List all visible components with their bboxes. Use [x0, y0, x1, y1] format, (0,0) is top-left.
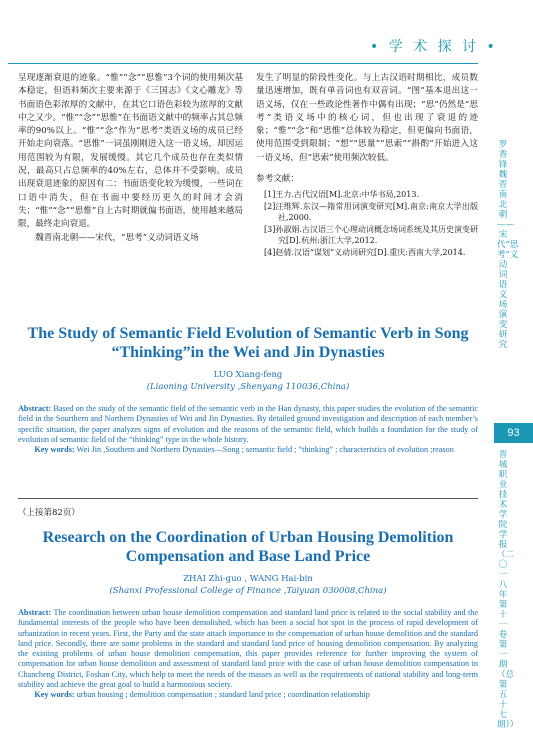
keywords-text: urban housing ; demolition compensation ; standard land price ; coordination relationship [76, 690, 370, 700]
article1-author: LUO Xiang-feng [213, 370, 283, 380]
left-column-text: 呈现逐渐衰退的迹象。“惟”“念”“思惟”3个词的使用频次基本稳定，但语料频次主要来源于《三国志》《文心雕龙》等书面语色彩浓厚的文献中，在其它口语色彩较为浓厚的文献中之又少。“惟”“念”“思惟”在书面语文献中的频率占其总频率的90%以上。“惟”“念”作为“思考”类语义场的成员已经开始走向衰落。“思惟”一词虽刚刚进入这一语义场，却因运用范围较为有限，发展缓慢。其它几个成员也存在类似情况，最高只占总频率的40%左右，总体并不受影响。成员出现衰退迹象的原因有二：书面语变化较为缓慢，一些词在口语中消失，但在书面中要经历更久的时间才会消失；“惟”“念”“思惟”自上古时期就偏书面语，使用越来越局限，最终走向衰退。 [18, 73, 243, 230]
left-column-signature: 魏晋南北朝——宋代，“思考”义动词语义场 [35, 232, 199, 243]
article1-english-title: The Study of Semantic Field Evolution of Semantic Verb in Song “Thinking”in the Wei and Jin Dynasties [27, 325, 469, 361]
article-divider [18, 498, 478, 499]
reference-item: [1]王力.古代汉语[M].北京:中华书局,2013. [264, 190, 419, 200]
article2-affiliation: (Shanxi Professional College of Finance ,Taiyuan 030008,China) [109, 586, 387, 596]
abstract-text: The coordination between urban house demolition compensation and standard land price is related to the social stability and the fundamental interests of the people who have been demolished, which has been a social hot spot in the process of rapid development of urbanization in recent years. First, the Party and the state attach importance to the compensation of urban house demolition and the standard land price. Secondly, there are some problems in the standard and standard land price of housing demolition compensation. By analyzing the existing problems of urban house demolition compensation, this paper provides reference for further improving the system of compensation for urban house demolition and assessment of standard land price with the case of urban house demolition compensation in Chancheng District, Foshan City, which help to meet the needs of the masses as well as the requirements of national stability and long-term stability and achieve the great goal to build a harmonious society. [18, 608, 478, 690]
article2-author: ZHAI Zhi-guo , WANG Hai-bin [183, 574, 313, 584]
references-list [256, 189, 478, 258]
keywords-text: Wei Jin ,Southern and Northern Dynasties—Song ; semantic field ; “thinking” ; characteristics of evolution ;reason [76, 445, 454, 455]
header-rule [8, 63, 478, 64]
right-column-text: 发生了明显的阶段性变化。与上古汉语时期相比，成员数量迅速增加，既有单音词也有双音词。“图”基本退出这一语义场，仅在一些政论性著作中偶有出现；“思”仍然是“思考”类语义场中的核心词，但也出现了衰退的迹象；“惟”“念”和“思惟”总体较为稳定，但更偏向书面语，使用范围受到限制；“想”“思量”“思索”“斟酌”开始进入这一语义场，但“思索”使用频次较低。 [256, 73, 478, 163]
reference-item: [4]赵倩.汉语“谋划”义动词研究[D].重庆:西南大学,2014. [264, 247, 466, 257]
keywords-label: Key words: [34, 445, 75, 455]
sidebar-lower-text: 晋城职业技术学院学报（二〇一八年第十一卷第一期（总第五十七期）） [497, 450, 519, 730]
sidebar-upper-text: 罗香锋 魏晋南北朝——宋代“思考”义动词语义场演变研究 [497, 140, 519, 350]
page-number: 93 [494, 423, 533, 443]
header-section-title: • 学 术 探 讨 • [370, 39, 498, 55]
abstract-text: Based on the study of the semantic field of the semantic verb in the Han dynasty, this paper studies the evolution of the semantic field in the Sourthern and Northern Dynasties of Wei and Jin Dynasties. By detailed ground investigation and description of each member’s specific situation, the paper analyzes signs of evolution and the reasons of the semantic field, which builds a foundation for the study of evolution of semantic field of the “thinking” type in the whole history. [18, 404, 478, 444]
reference-item: [2]汪维辉.东汉—隋常用词演变研究[M].南京:南京大学出版社,2000. [264, 201, 478, 223]
keywords-block [18, 445, 478, 455]
abstract-block [18, 608, 478, 690]
continued-note: （上接第82页） [18, 508, 80, 518]
keywords-label: Key words: [34, 690, 75, 700]
abstract-label: Abstract: [18, 404, 52, 413]
article1-affiliation: (Liaoning University ,Shenyang 110036,China) [146, 382, 350, 392]
references-title: 参考文献： [256, 174, 299, 185]
left-column [18, 72, 243, 245]
reference-item: [3]孙淑娟.古汉语三个心理动词概念场词系统及其历史演变研究[D].杭州:浙江大学,2012. [264, 224, 478, 246]
abstract-block [18, 404, 478, 445]
article2-english-title: Research on the Coordination of Urban Housing Demolition Compensation and Base Land Price [42, 529, 454, 565]
right-column [256, 72, 478, 258]
article1-abstract [18, 404, 478, 455]
article2-abstract [18, 608, 478, 701]
keywords-block [18, 690, 478, 700]
abstract-label: Abstract: [18, 608, 52, 617]
